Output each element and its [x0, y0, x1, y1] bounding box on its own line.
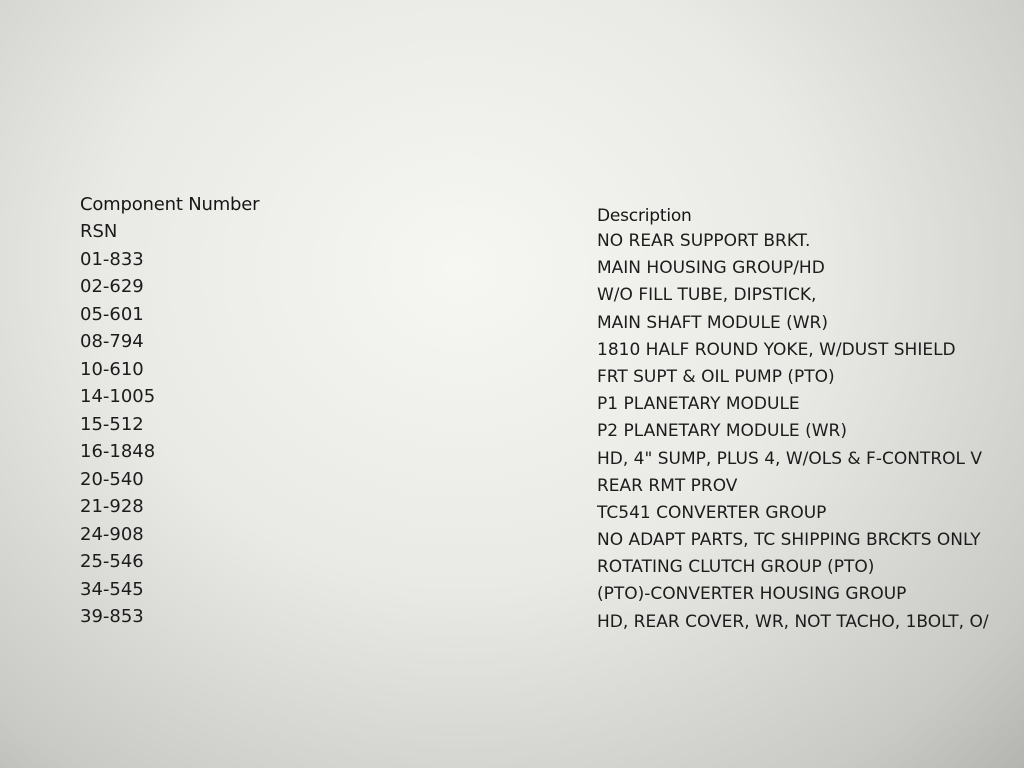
description-cell: FRT SUPT & OIL PUMP (PTO) — [597, 366, 835, 387]
component-number-cell: 08-794 — [80, 331, 144, 352]
description-column — [597, 204, 1017, 636]
component-number-cell: 05-601 — [80, 303, 144, 325]
description-cell: NO REAR SUPPORT BRKT. — [597, 231, 811, 251]
description-header: Description — [597, 206, 692, 226]
component-number-cell: 21-928 — [80, 496, 144, 517]
component-number-cell: 20-540 — [80, 468, 144, 490]
component-number-header: Component Number — [80, 194, 260, 215]
component-number-cell: 14-1005 — [80, 386, 156, 407]
description-cell: MAIN SHAFT MODULE (WR) — [597, 312, 828, 333]
component-number-cell: 15-512 — [80, 413, 144, 435]
component-number-cell: 10-610 — [80, 358, 144, 380]
description-cell: P2 PLANETARY MODULE (WR) — [597, 421, 847, 442]
description-cell: ROTATING CLUTCH GROUP (PTO) — [597, 557, 875, 578]
component-number-cell: 01-833 — [80, 248, 144, 270]
component-number-cell: 16-1848 — [80, 441, 156, 462]
description-cell: P1 PLANETARY MODULE — [597, 394, 800, 415]
component-number-cell: 34-545 — [80, 578, 144, 600]
component-number-cell: 02-629 — [80, 276, 144, 297]
component-number-cell: 39-853 — [80, 606, 144, 627]
description-cell: (PTO)-CONVERTER HOUSING GROUP — [597, 584, 907, 605]
component-number-cell: RSN — [80, 221, 118, 242]
description-cell: MAIN HOUSING GROUP/HD — [597, 258, 825, 279]
component-number-cell: 25-546 — [80, 551, 144, 572]
description-cell: TC541 CONVERTER GROUP — [597, 502, 827, 523]
description-cell: NO ADAPT PARTS, TC SHIPPING BRCKTS ONLY — [597, 530, 981, 551]
description-cell: 1810 HALF ROUND YOKE, W/DUST SHIELD — [597, 339, 956, 360]
component-number-column — [80, 192, 380, 631]
component-number-cell: 24-908 — [80, 523, 144, 545]
description-cell: REAR RMT PROV — [597, 475, 738, 496]
description-cell: W/O FILL TUBE, DIPSTICK, — [597, 285, 817, 306]
description-cell: HD, 4" SUMP, PLUS 4, W/OLS & F-CONTROL V — [597, 448, 983, 469]
description-cell: HD, REAR COVER, WR, NOT TACHO, 1BOLT, O/ — [597, 611, 989, 632]
